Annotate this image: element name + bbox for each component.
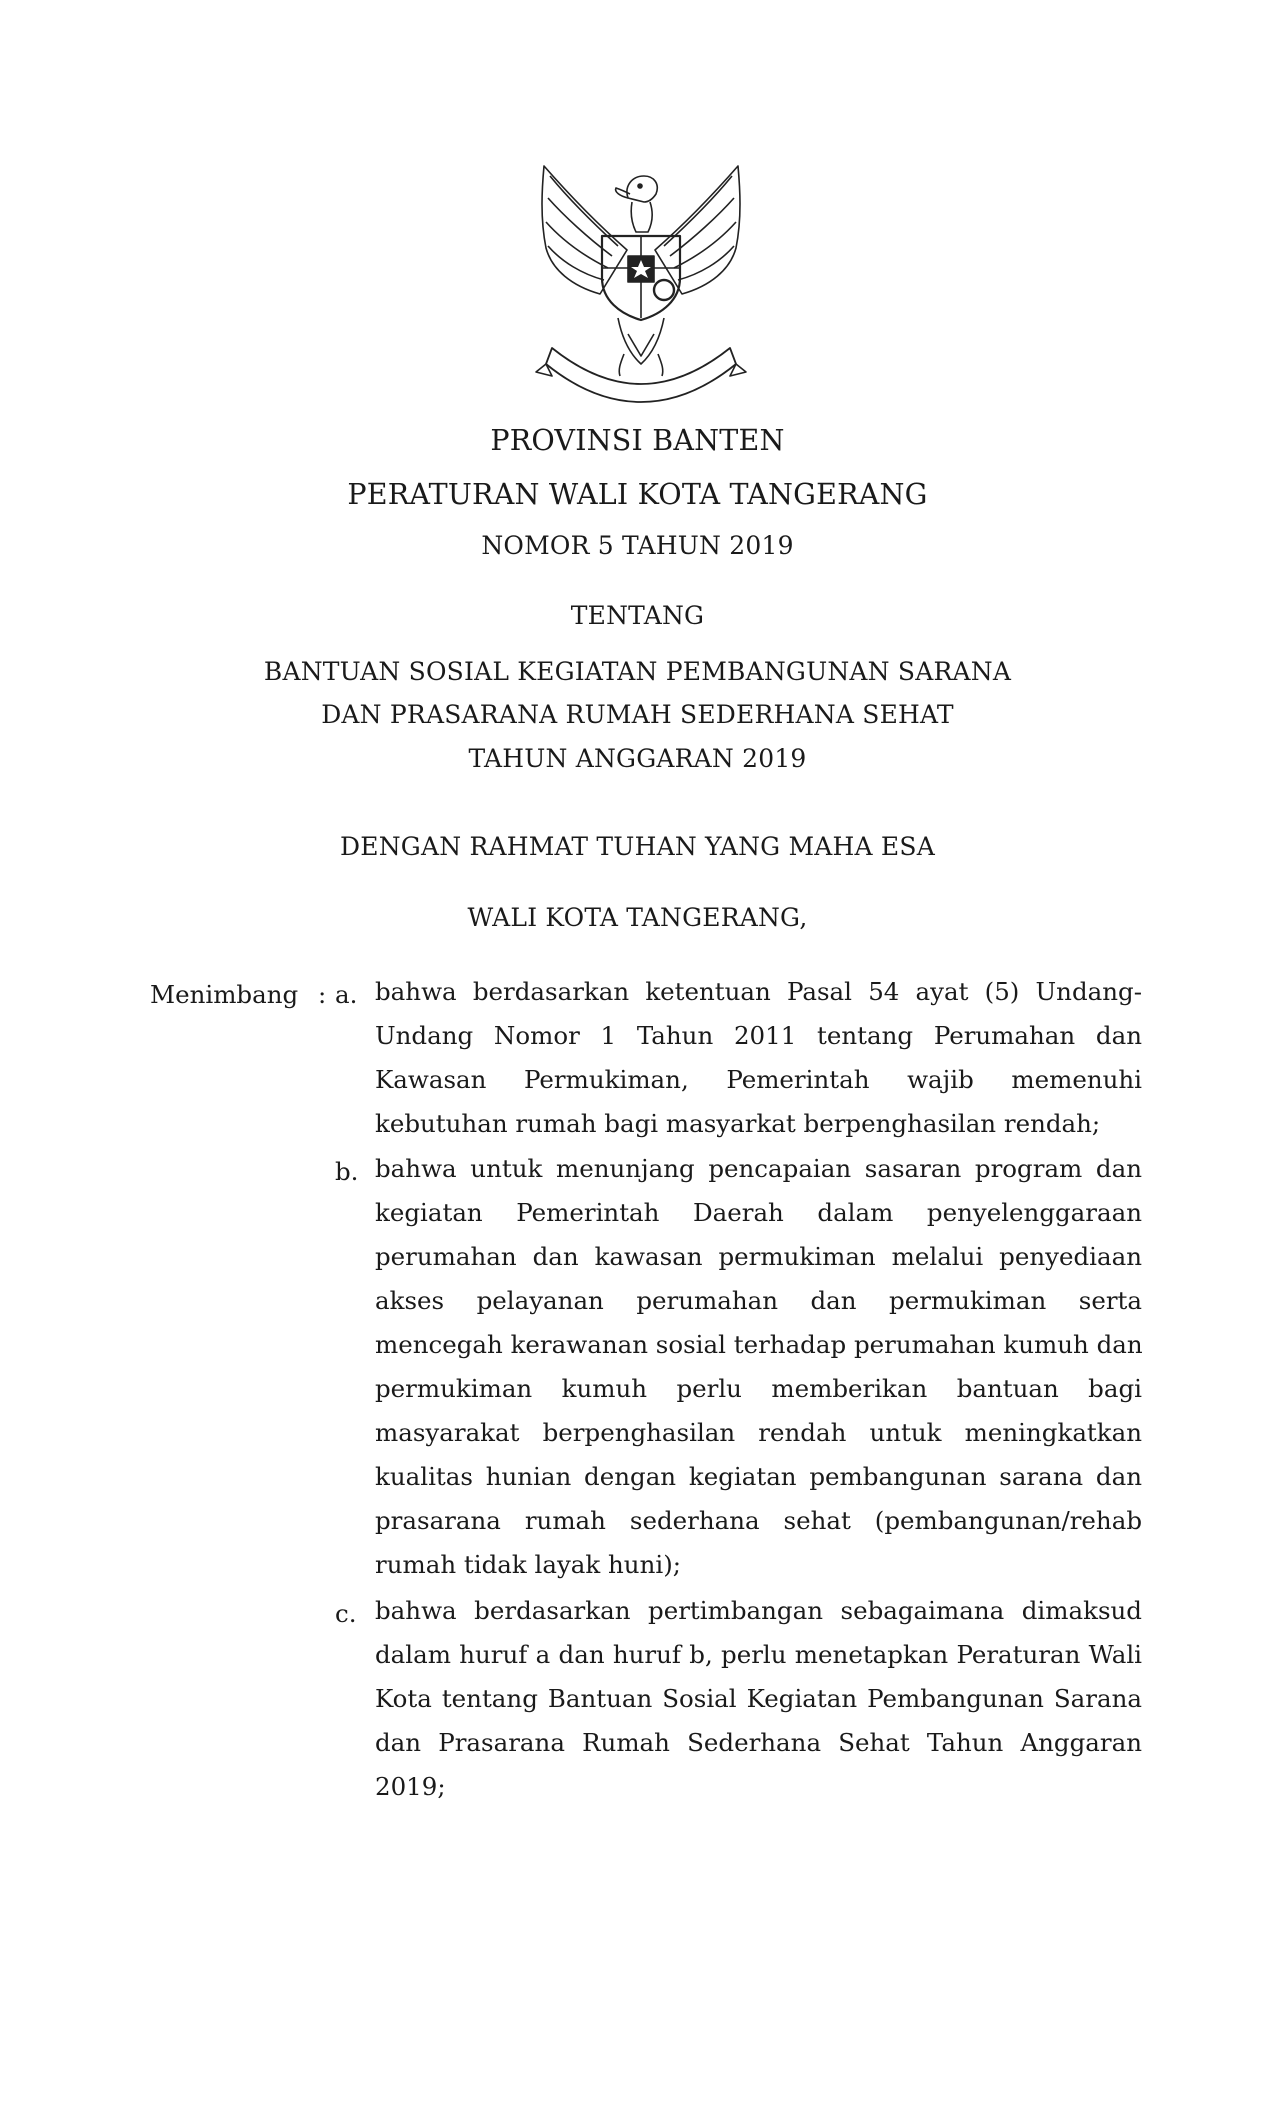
paragraph-line: Kota tentang Bantuan Sosial Kegiatan Pembangunan Sarana [375,1684,1142,1713]
item-b-marker: b. [335,1157,359,1186]
paragraph-line: mencegah kerawanan sosial terhadap perumahan kumuh dan [375,1330,1143,1359]
paragraph-line: kegiatan Pemerintah Daerah dalam penyelenggaraan [375,1198,1142,1227]
garuda-emblem-icon [532,158,750,406]
paragraph-line: dalam huruf a dan huruf b, perlu menetapkan Peraturan Wali [375,1640,1142,1669]
item-c-marker: c. [335,1599,357,1628]
paragraph-line: bahwa untuk menunjang pencapaian sasaran program dan [375,1154,1142,1183]
item-c-paragraph [375,1589,1142,1809]
paragraph-line: rumah tidak layak huni); [375,1550,682,1579]
regulation-type-title: PERATURAN WALI KOTA TANGERANG [347,478,928,511]
subject-line-3: TAHUN ANGGARAN 2019 [468,744,807,773]
subject-line-1: BANTUAN SOSIAL KEGIATAN PEMBANGUNAN SARANA [263,657,1012,686]
paragraph-line: bahwa berdasarkan ketentuan Pasal 54 ayat (5) Undang- [375,977,1142,1006]
paragraph-line: Undang Nomor 1 Tahun 2011 tentang Perumahan dan [375,1021,1142,1050]
paragraph-line: masyarakat berpenghasilan rendah untuk meningkatkan [375,1418,1142,1447]
paragraph-line: permukiman kumuh perlu memberikan bantuan bagi [375,1374,1142,1403]
paragraph-line: akses pelayanan perumahan dan permukiman serta [375,1286,1142,1315]
paragraph-line: kebutuhan rumah bagi masyarkat berpenghasilan rendah; [375,1109,1101,1138]
invocation-line: DENGAN RAHMAT TUHAN YANG MAHA ESA [340,832,935,861]
paragraph-line: 2019; [375,1772,446,1801]
province-title: PROVINSI BANTEN [490,424,785,457]
paragraph-line: perumahan dan kawasan permukiman melalui penyediaan [375,1242,1142,1271]
paragraph-line: bahwa berdasarkan pertimbangan sebagaimana dimaksud [375,1596,1142,1625]
regulation-number: NOMOR 5 TAHUN 2019 [481,531,794,560]
paragraph-line: prasarana rumah sederhana sehat (pembangunan/rehab [375,1506,1142,1535]
menimbang-colon: : [318,980,327,1009]
authority-line: WALI KOTA TANGERANG, [467,903,808,932]
menimbang-label: Menimbang [150,980,299,1009]
item-a-marker: a. [335,980,358,1009]
paragraph-line: dan Prasarana Rumah Sederhana Sehat Tahun Anggaran [375,1728,1142,1757]
item-a-paragraph [375,970,1142,1146]
paragraph-line: kualitas hunian dengan kegiatan pembangunan sarana dan [375,1462,1142,1491]
item-b-paragraph [375,1147,1142,1587]
subject-line-2: DAN PRASARANA RUMAH SEDERHANA SEHAT [321,700,954,729]
paragraph-line: Kawasan Permukiman, Pemerintah wajib memenuhi [375,1065,1142,1094]
about-heading: TENTANG [570,601,705,630]
